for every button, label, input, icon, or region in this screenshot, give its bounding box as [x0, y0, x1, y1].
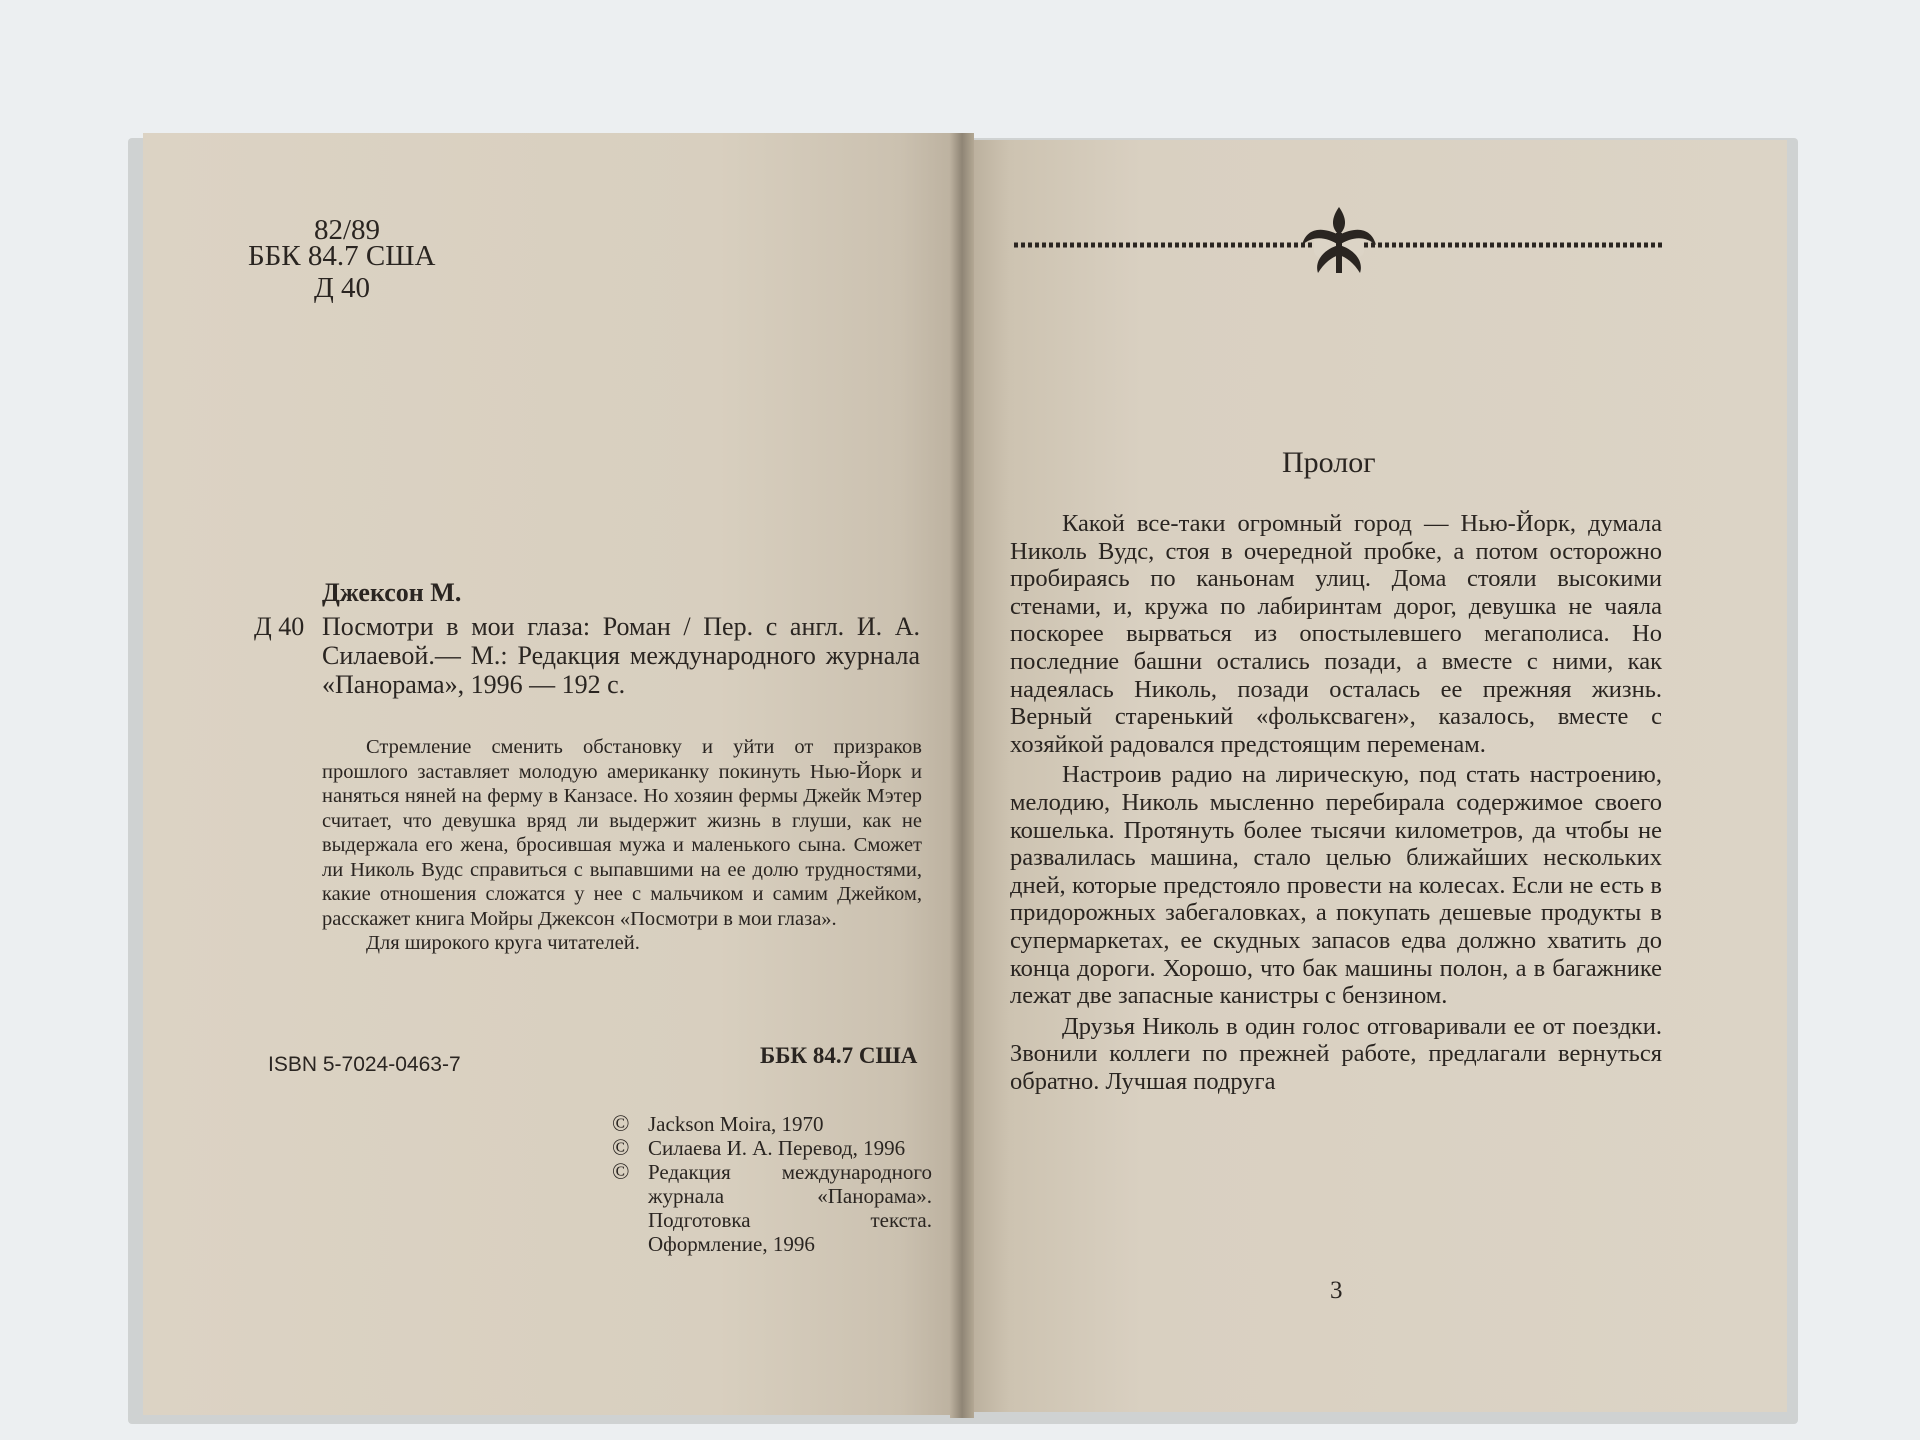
- catalog-number: 82/89: [314, 214, 381, 246]
- copyright-icon: ©: [612, 1135, 630, 1160]
- bibliographic-entry-text: Посмотри в мои глаза: Роман / Пер. с англ. И. А. Силаевой.— М.: Редакция международного журнала «Панорама», 1996 — 192 с.: [322, 612, 920, 699]
- annotation: [322, 735, 922, 956]
- bbk-header: ББК 84.7 США: [248, 240, 436, 272]
- copyright-line: [612, 1136, 932, 1160]
- floral-ornament-icon: [1014, 205, 1664, 275]
- author-name: Джексон М.: [322, 578, 462, 607]
- paragraph: Какой все-таки огромный город — Нью-Йорк, думала Николь Вудс, стоя в очередной пробке, а потом осторожно пробираясь по каньонам улиц. Дома стояли высокими стенами, и, кружа по лабиринтам дорог, девушка не чаяла поскорее вырваться из опостылевшего мегаполиса. Но последние башни остались позади, а вместе с ними, как надеялась Николь, позади осталась ее прежняя жизнь. Верный старенький «фольксваген», казалось, вместе с хозяйкой радовался предстоящим переменам.: [1010, 510, 1662, 758]
- copyright-icon: ©: [612, 1159, 630, 1184]
- page-number: 3: [1330, 1277, 1343, 1304]
- copyright-text: Редакция международного журнала «Панорама». Подготовка текста. Оформление, 1996: [648, 1160, 932, 1256]
- bbk-footer: ББК 84.7 США: [760, 1043, 918, 1068]
- chapter-title: Пролог: [1282, 446, 1376, 479]
- copyright-icon: ©: [612, 1111, 630, 1136]
- copyright-line: [612, 1112, 932, 1136]
- book-spine-gutter: [950, 133, 974, 1418]
- chapter-body: [1010, 510, 1662, 1098]
- isbn: ISBN 5-7024-0463-7: [268, 1053, 461, 1076]
- author-code: Д 40: [314, 272, 371, 304]
- paragraph: Друзья Николь в один голос отговаривали ее от поездки. Звонили коллеги по прежней работе, предлагали вернуться обратно. Лучшая подруга: [1010, 1012, 1662, 1095]
- bibliographic-entry: [322, 612, 920, 699]
- audience-note: Для широкого круга читателей.: [366, 932, 640, 954]
- copyright-block: [612, 1112, 932, 1256]
- entry-code: Д 40: [254, 612, 305, 641]
- paragraph: Настроив радио на лирическую, под стать настроению, мелодию, Николь мысленно перебирала содержимое своего кошелька. Протянуть более тысячи километров, да чтобы не развалилась машина, стало целью ближайших нескольких дней, которые предстояло провести на колесах. Если не есть в придорожных забегаловках, а покупать дешевые продукты в супермаркетах, ее скудных запасов едва должно хватить до конца дороги. Хорошо, что бак машины полон, а в багажнике лежат две запасные канистры с бензином.: [1010, 761, 1662, 1010]
- copyright-text: Jackson Moira, 1970: [648, 1112, 824, 1136]
- copyright-text: Силаева И. А. Перевод, 1996: [648, 1136, 906, 1160]
- copyright-line: [612, 1160, 932, 1256]
- annotation-text: Стремление сменить обстановку и уйти от призраков прошлого заставляет молодую американку покинуть Нью-Йорк и наняться няней на ферму в Канзасе. Но хозяин фермы Джейк Мэтер считает, что девушка вряд ли выдержит жизнь в глуши, как не выдержала его жена, бросившая мужа и маленького сына. Сможет ли Николь Вудс справиться с выпавшими на ее долю трудностями, какие отношения сложатся у нее с мальчиком и самим Джейком, расскажет книга Мойры Джексон «Посмотри в мои глаза».: [322, 736, 922, 930]
